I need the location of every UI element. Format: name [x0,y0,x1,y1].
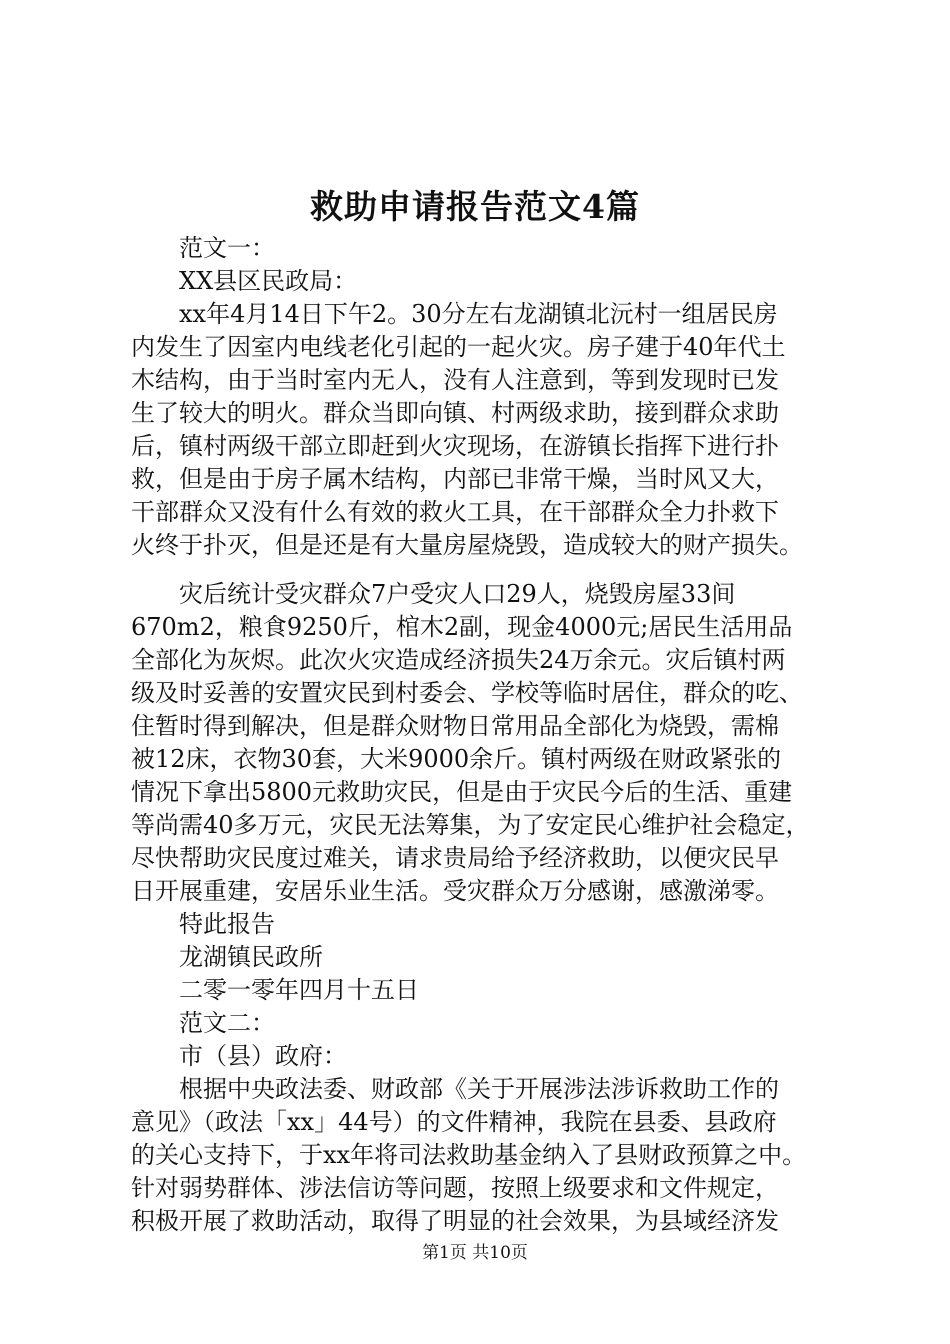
text-line: 针对弱势群体、涉法信访等问题，按照上级要求和文件规定， [131,1174,779,1202]
text-line: 意见》（政法「xx」44号）的文件精神，我院在县委、县政府 [131,1108,777,1136]
text-line: 的关心支持下，于xx年将司法救助基金纳入了县财政预算之中。 [131,1141,807,1169]
text-line: 火终于扑灭，但是还是有大量房屋烧毁，造成较大的财产损失。 [131,531,803,559]
text-line: 被12床，衣物30套，大米9000余斤。镇村两级在财政紧张的 [131,745,782,773]
text-line: 级及时妥善的安置灾民到村委会、学校等临时居住，群众的吃、 [131,679,803,707]
text-line: 特此报告 [179,910,275,938]
text-line: 灾后统计受灾群众7户受灾人口29人，烧毁房屋33间 [179,580,736,608]
text-line: 等尚需40多万元，灾民无法筹集，为了安定民心维护社会稳定， [131,811,810,839]
text-line: XX县区民政局： [179,267,358,295]
text-line: 积极开展了救助活动，取得了明显的社会效果，为县域经济发 [131,1207,779,1235]
text-line: 全部化为灰烬。此次火灾造成经济损失24万余元。灾后镇村两 [131,646,786,674]
text-line: 内发生了因室内电线老化引起的一起火灾。房子建于40年代土 [131,333,786,361]
page-footer: 第1页 共10页 [422,1243,528,1263]
text-line: 范文一： [179,234,275,262]
text-line: 干部群众又没有什么有效的救火工具，在干部群众全力扑救下 [131,498,779,526]
text-line: 范文二： [179,1009,275,1037]
text-line: 后，镇村两级干部立即赶到火灾现场，在游镇长指挥下进行扑 [131,432,779,460]
text-line: 情况下拿出5800元救助灾民，但是由于灾民今后的生活、重建 [131,778,793,806]
document-title: 救助申请报告范文4篇 [310,187,640,226]
text-line: 根据中央政法委、财政部《关于开展涉法涉诉救助工作的 [179,1075,779,1103]
text-line: 市（县）政府： [179,1042,347,1070]
text-line: 龙湖镇民政所 [179,943,323,971]
text-line: 尽快帮助灾民度过难关，请求贵局给予经济救助，以便灾民早 [131,844,779,872]
text-line: 生了较大的明火。群众当即向镇、村两级求助，接到群众求助 [131,399,779,427]
text-line: 木结构，由于当时室内无人，没有人注意到，等到发现时已发 [131,366,779,394]
text-line: 住暂时得到解决，但是群众财物日常用品全部化为烧毁，需棉 [131,712,779,740]
text-block-2 [131,578,831,1238]
text-line: 日开展重建，安居乐业生活。受灾群众万分感谢，感激涕零。 [131,877,779,905]
paragraph-gap [131,562,831,578]
text-line: 670m2，粮食9250斤，棺木2副，现金4000元;居民生活用品 [131,613,793,641]
text-line: 救，但是由于房子属木结构，内部已非常干燥，当时风又大， [131,465,779,493]
text-line: xx年4月14日下午2。30分左右龙湖镇北沅村一组居民房 [179,300,778,328]
document-body [131,232,831,1238]
text-block-1 [131,232,831,562]
text-line: 二零一零年四月十五日 [179,976,419,1004]
